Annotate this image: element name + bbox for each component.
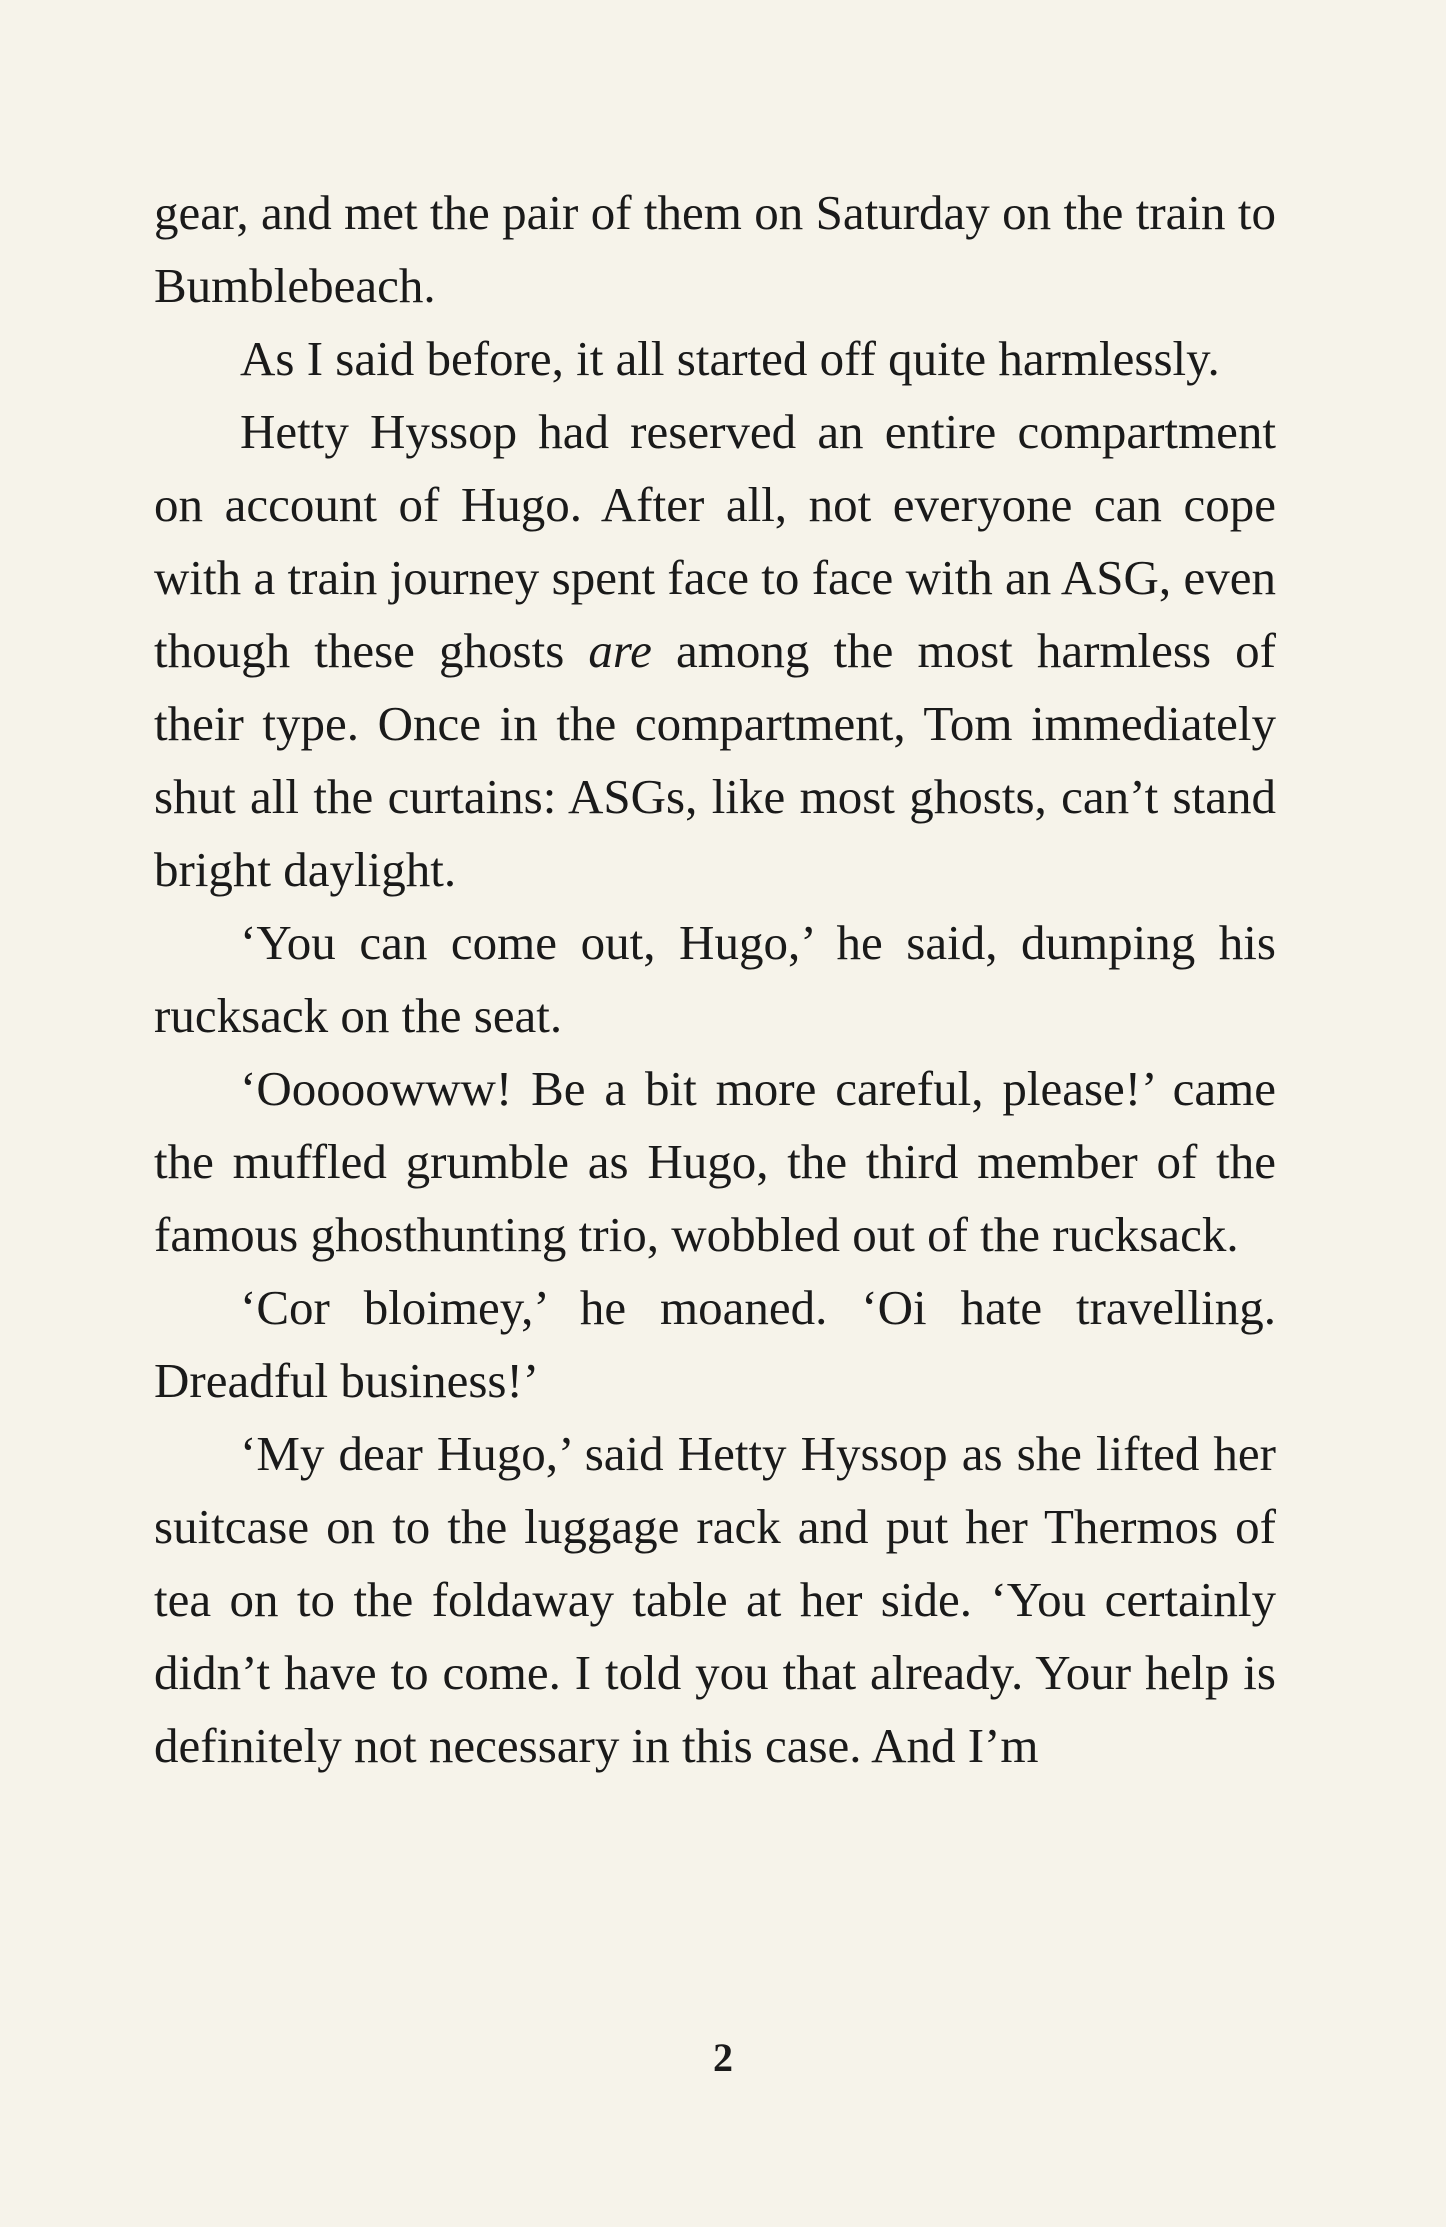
paragraph-3 — [154, 395, 1276, 906]
paragraph-5: ‘Ooooowww! Be a bit more careful, please!’ came the muffled grumble as Hugo, the third member of the famous ghosthunting trio, wobbled out of the rucksack. — [154, 1061, 1276, 1262]
paragraph-4: ‘You can come out, Hugo,’ he said, dumping his rucksack on the seat. — [154, 915, 1276, 1043]
paragraph-6: ‘Cor bloimey,’ he moaned. ‘Oi hate travelling. Dreadful business!’ — [154, 1280, 1276, 1408]
emphasized-word: are — [588, 623, 652, 678]
page-number: 2 — [713, 2035, 733, 2080]
body-text — [154, 176, 1276, 1782]
paragraph-3-text-after: among the most harmless of their type. Once in the compartment, Tom immediately shut all the curtains: ASGs, like most ghosts, can’t stand bright daylight. — [154, 623, 1276, 897]
paragraph-1: gear, and met the pair of them on Saturday on the train to Bumblebeach. — [154, 185, 1276, 313]
paragraph-3-text-before: Hetty Hyssop had reserved an entire compartment on account of Hugo. After all, not everyone can cope with a train journey spent face to face with an ASG, even though these ghosts — [154, 404, 1276, 678]
paragraph-2: As I said before, it all started off quite harmlessly. — [240, 331, 1220, 386]
paragraph-7: ‘My dear Hugo,’ said Hetty Hyssop as she lifted her suitcase on to the luggage rack and put her Thermos of tea on to the foldaway table at her side. ‘You certainly didn’t have to come. I told you that already. Your help is definitely not necessary in this case. And I’m — [154, 1426, 1276, 1773]
